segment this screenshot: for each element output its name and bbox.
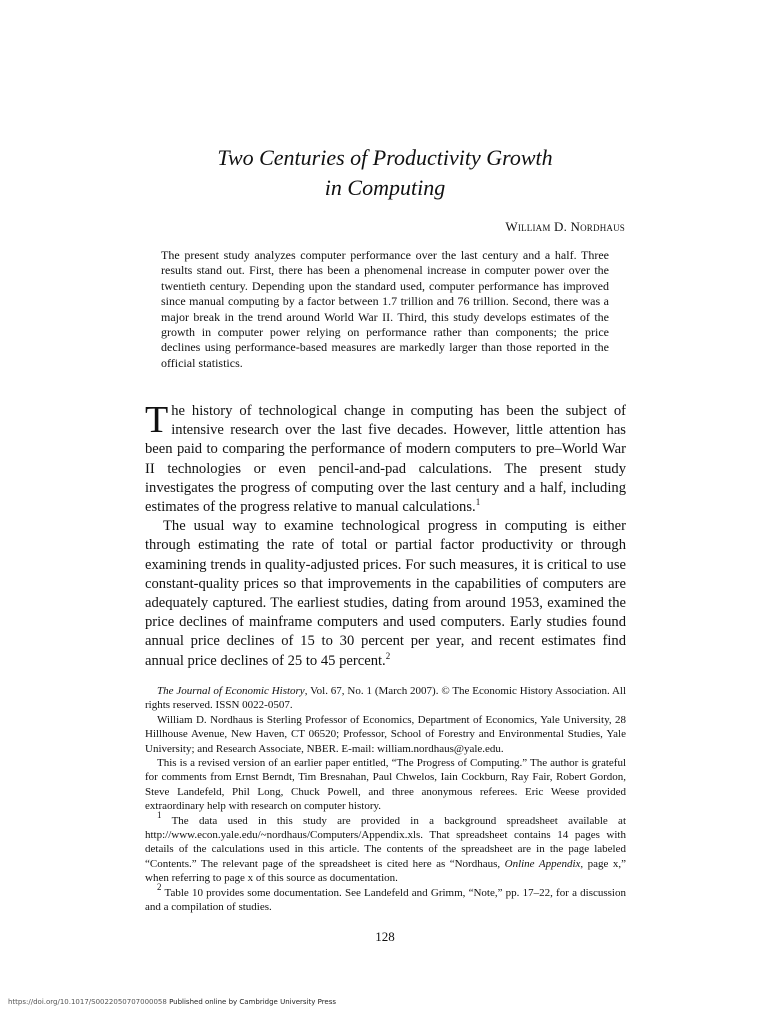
author-name: William D. Nordhaus [505,219,625,234]
body-paragraph-2 [145,517,626,671]
body-paragraph-2-text: The usual way to examine technological progress in computing is either through estimating the rate of total or partial factor productivity or through examining trends in quality-adjusted prices. For such measures, it is critical to use constant-quality prices so that improvements in the capabilities of computers are adequately captured. The earliest studies, dating from around 1953, examined the price declines of mainframe computers and used computers. Early studies found annual price declines of 15 to 30 percent per year, and recent estimates find annual price declines of 25 to 45 percent. [145,518,626,669]
body-text [145,399,626,671]
journal-citation [145,684,626,713]
footnote-2-text: Table 10 provides some documentation. See Landefeld and Grimm, “Note,” pp. 17–22, for a discussion and a compilation of studies. [145,886,626,914]
footnotes [145,684,626,915]
doi-footer [8,998,336,1006]
body-paragraph-1 [145,399,626,517]
footnote-ref-2: 2 [385,650,391,661]
journal-name: The Journal of Economic History [157,685,305,697]
page-number: 128 [375,929,395,944]
article-title [145,143,625,203]
drop-cap: T [145,399,169,441]
footnote-1 [145,809,627,886]
title-line-1: Two Centuries of Productivity Growth [217,145,553,170]
footnote-2-mark: 2 [157,881,162,892]
footnote-1-italic: Online Appendix, [504,857,584,870]
journal-citation-text: , Vol. 67, No. 1 (March 2007). © The Economic History Association. All rights reserved. ISSN 0022-0507. [145,685,627,712]
author-affiliation: William D. Nordhaus is Sterling Professor of Economics, Department of Economics, Yale University, 28 Hillhouse Avenue, New Haven, CT 06520; Professor, School of Forestry and Environmental Studies, Yale University; and Research Associate, NBER. E-mail: william.nordhaus@yale.edu. [145,713,626,755]
acknowledgments: This is a revised version of an earlier paper entitled, “The Progress of Computing.” The author is grateful for comments from Ernst Berndt, Tim Bresnahan, Paul Chwelos, Iain Cockburn, Ray Fair, Robert Gordon, Steve Landefeld, Phil Long, Chuck Powell, and three anonymous referees. Eric Weese provided extraordinary help with research on computer history. [145,757,626,813]
body-paragraph-1-text: he history of technological change in computing has been the subject of intensive research over the last five decades. However, little attention has been paid to comparing the performance of modern computers to pre–World War II technologies or even pencil-and-pad calculations. The present study investigates the progress of computing over the last century and a half, including estimates of the progress relative to manual calculations. [145,403,626,516]
footnote-1-text-a: The data used in this study are provided in a background spreadsheet available at http://www.econ.yale.edu/~nordhaus/Computers/Appendix.xls. That spreadsheet contains 14 pages with details of the calculations used in this article. The contents of the spreadsheet are in the page labeled “Contents.” The relevant page of the spreadsheet is cited here as “Nordhaus, [145,814,626,870]
footnote-ref-1: 1 [475,497,481,508]
footnote-1-mark: 1 [157,809,162,820]
title-line-2: in Computing [324,175,446,200]
abstract: The present study analyzes computer performance over the last century and a half. Three results stand out. First, there has been a phenomenal increase in computer power over the twentieth century. Depending upon the standard used, computer performance has improved since manual computing by a factor between 1.7 trillion and 76 trillion. Second, there was a major break in the trend around World War II. Third, this study develops estimates of the growth in computer power relying on performance rather than components; the price declines using performance-based measures are markedly larger than those reported in the official statistics. [161,248,609,370]
footnote-1-text-b: page x,” when referring to page x of this source as documentation. [145,857,627,885]
footnote-2 [145,881,626,915]
publisher-note: Published online by Cambridge University Press [166,998,337,1006]
doi-link[interactable]: https://doi.org/10.1017/S0022050707000058 [8,998,167,1006]
